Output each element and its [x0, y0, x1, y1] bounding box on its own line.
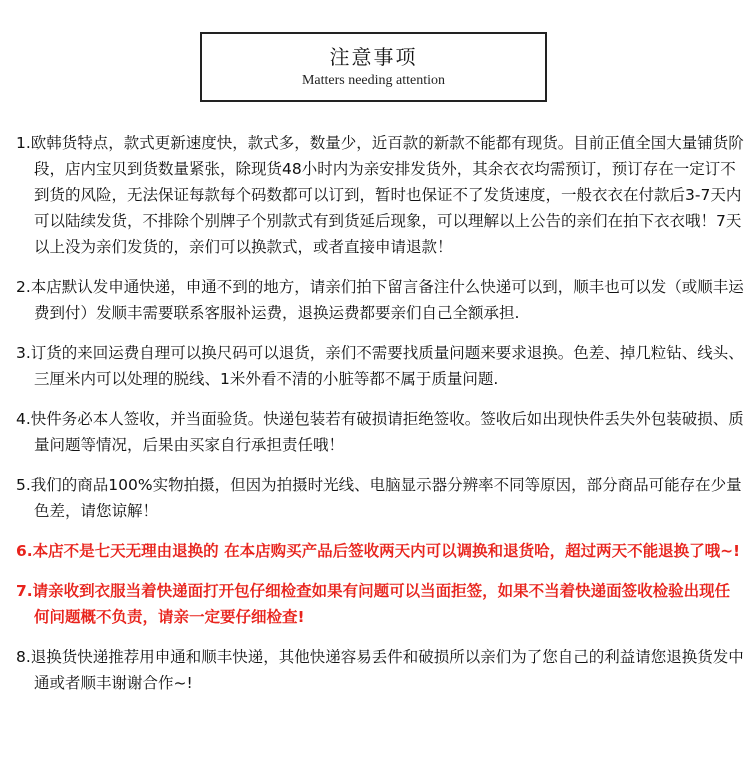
page-subtitle: Matters needing attention	[301, 73, 446, 88]
notice-item-6: 6.本店不是七天无理由退换的 在本店购买产品后签收两天内可以调换和退货哈，超过两天不能退换了哦~!	[16, 542, 741, 560]
notice-item-7: 7.请亲收到衣服当着快递面打开包仔细检查如果有问题可以当面拒签，如果不当着快递面签收检验出现任何问题概不负责，请亲一定要仔细检查!	[16, 582, 731, 626]
notice-item-3: 3.订货的来回运费自理可以换尺码可以退货，亲们不需要找质量问题来要求退换。色差、掉几粒钻、线头、三厘米内可以处理的脱线、1米外看不清的小脏等都不属于质量问题.	[16, 344, 744, 388]
page-title: 注意事项	[329, 45, 418, 69]
notice-item-8: 8.退换货快递推荐用申通和顺丰快递，其他快递容易丢件和破损所以亲们为了您自己的利益请您退换货发中通或者顺丰谢谢合作~!	[16, 648, 744, 692]
notice-item-4: 4.快件务必本人签收，并当面验货。快递包装若有破损请拒绝签收。签收后如出现快件丢失外包装破损、质量问题等情况，后果由买家自行承担责任哦！	[16, 410, 744, 454]
notice-item-5: 5.我们的商品100%实物拍摄，但因为拍摄时光线、电脑显示器分辨率不同等原因，部分商品可能存在少量色差，请您谅解！	[16, 476, 742, 520]
title-box	[200, 32, 547, 102]
notice-list	[16, 130, 744, 696]
notice-item-2: 2.本店默认发申通快递，申通不到的地方，请亲们拍下留言备注什么快递可以到，顺丰也可以发（或顺丰运费到付）发顺丰需要联系客服补运费，退换运费都要亲们自己全额承担.	[16, 278, 744, 322]
notice-item-1: 1.欧韩货特点，款式更新速度快，款式多，数量少，近百款的新款不能都有现货。目前正值全国大量铺货阶段，店内宝贝到货数量紧张，除现货48小时内为亲安排发货外，其余衣衣均需预订，预订存在一定订不到货的风险，无法保证每款每个码数都可以订到，暂时也保证不了发货速度，一般衣衣在付款后3-7天内可以陆续发货，不排除个别牌子个别款式有到货延后现象，可以理解以上公告的亲们在拍下衣衣哦！7天以上没为亲们发货的，亲们可以换款式，或者直接申请退款！	[16, 134, 744, 256]
